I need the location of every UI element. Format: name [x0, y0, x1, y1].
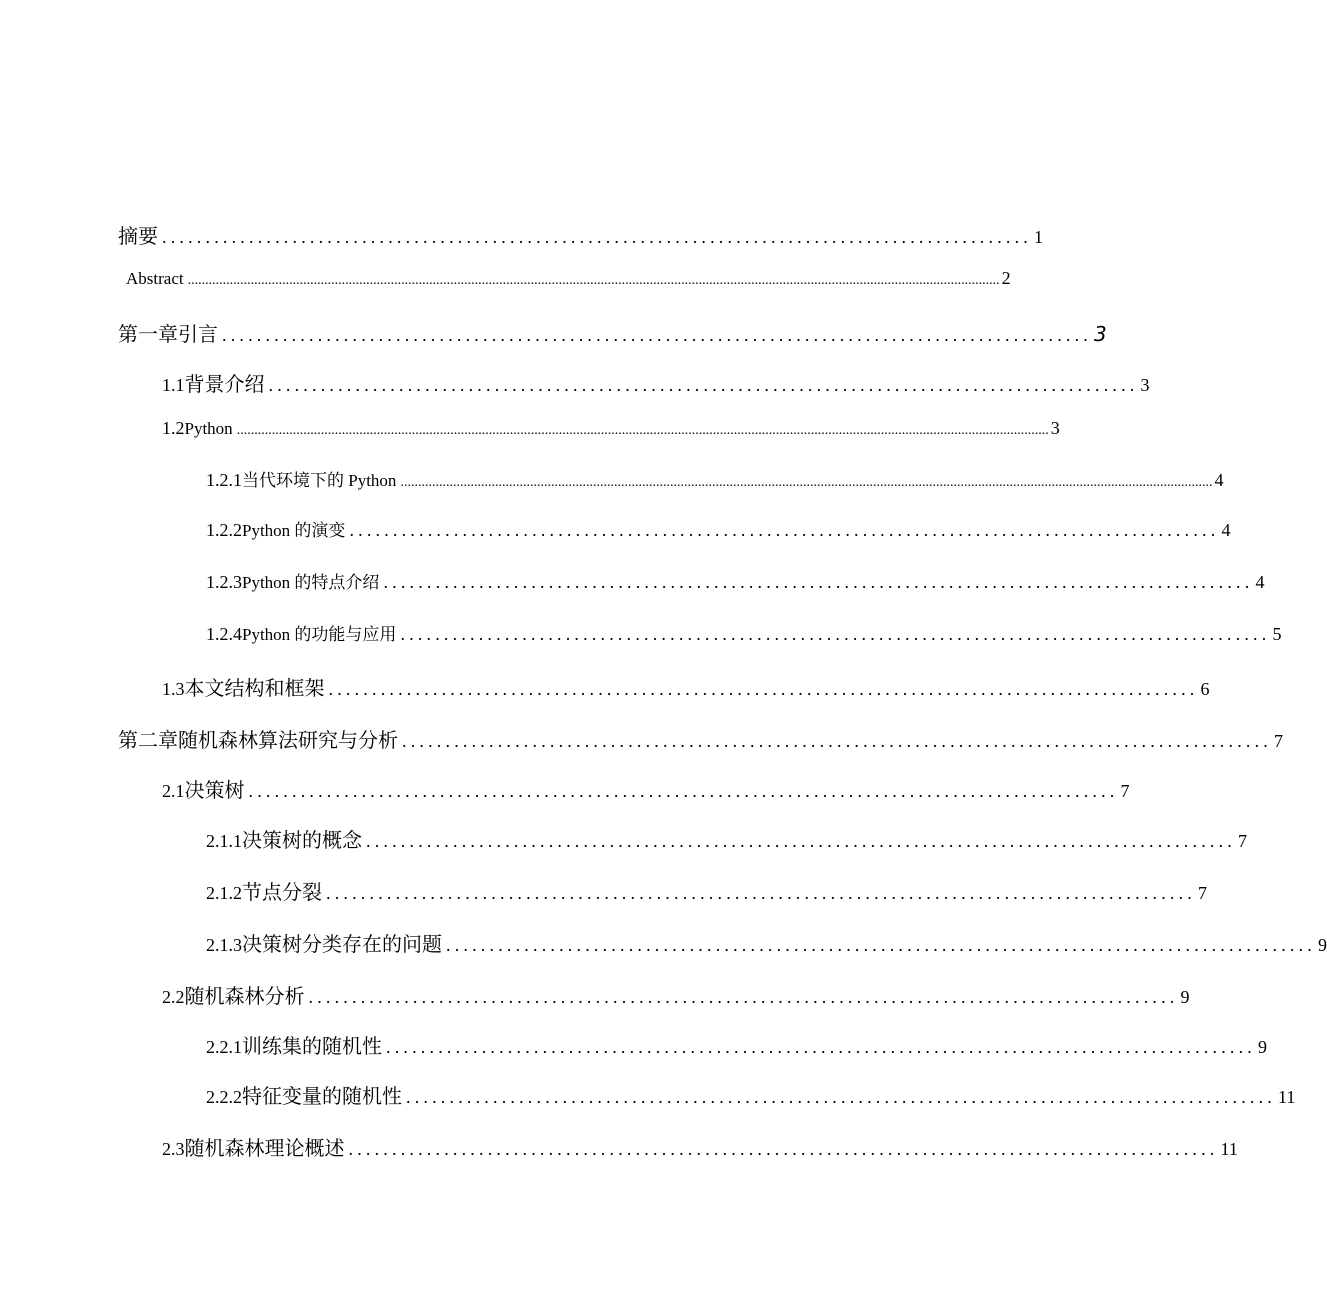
toc-dot-leader: .................................................................................................... [268, 375, 1139, 395]
toc-entry-page: 11 [1278, 1087, 1296, 1107]
toc-entry-page: 4 [1255, 572, 1265, 592]
toc-entry-number: 1.2.1 [206, 470, 242, 490]
toc-entry-number: 2.1 [162, 781, 185, 801]
toc-entry-number: 2.2 [162, 987, 185, 1007]
toc-entry-page: 2 [1001, 268, 1011, 288]
toc-entry-number: 2.3 [162, 1139, 185, 1159]
toc-entry-title: 决策树 [184, 780, 245, 802]
toc-dot-leader: .................................................................................................... [446, 935, 1316, 955]
toc-entry-title: 节点分裂 [242, 882, 322, 904]
toc-entry-page: 9 [1180, 987, 1190, 1007]
toc-dot-leader: .................................................................................................... [386, 1037, 1256, 1057]
toc-dot-leader: ........................................................................................................................................................................................................................................ [236, 423, 1049, 438]
toc-entry-number: 2.1.3 [206, 935, 242, 955]
toc-dot-leader: .................................................................................................... [366, 831, 1236, 851]
toc-entry-abstract-en[interactable] [126, 268, 1011, 298]
toc-entry-chapter-1[interactable] [118, 318, 1107, 348]
toc-entry-page: 7 [1274, 731, 1283, 751]
toc-entry-2-2[interactable] [162, 980, 1190, 1010]
toc-entry-page: 7 [1120, 781, 1130, 801]
toc-dot-leader: .................................................................................................... [406, 1087, 1276, 1107]
toc-entry-title: Python 的功能与应用 [242, 625, 397, 644]
toc-dot-leader: .................................................................................................... [162, 227, 1032, 247]
toc-entry-title: 特征变量的随机性 [242, 1086, 402, 1108]
toc-entry-title: Python 的特点介绍 [242, 573, 380, 592]
toc-entry-title: 第一章引言 [118, 324, 218, 346]
toc-entry-page: 3 [1050, 418, 1060, 438]
toc-entry-number: 2.2.2 [206, 1087, 242, 1107]
toc-entry-page: 9 [1258, 1037, 1267, 1057]
toc-entry-2-1-2[interactable] [206, 876, 1207, 906]
toc-entry-page: 7 [1238, 831, 1247, 851]
toc-entry-1-2-4[interactable] [206, 620, 1282, 650]
toc-entry-number: 2.2.1 [206, 1037, 242, 1057]
toc-dot-leader: .................................................................................................... [348, 1139, 1219, 1159]
toc-entry-title: 背景介绍 [184, 374, 265, 396]
toc-entry-title: 训练集的随机性 [242, 1036, 382, 1058]
toc-entry-page: 9 [1318, 935, 1327, 955]
toc-dot-leader: .................................................................................................... [326, 883, 1196, 903]
toc-entry-number: 2.1.2 [206, 883, 242, 903]
toc-entry-1-2-3[interactable] [206, 568, 1265, 598]
toc-dot-leader: .................................................................................................... [328, 679, 1199, 699]
toc-entry-page: 6 [1200, 679, 1210, 699]
toc-entry-page: 4 [1221, 520, 1231, 540]
toc-entry-title: Python 的演变 [242, 521, 346, 540]
toc-entry-2-1[interactable] [162, 774, 1130, 804]
toc-entry-title: 决策树的概念 [242, 830, 362, 852]
toc-entry-number: 1.3 [162, 679, 185, 699]
toc-dot-leader: .................................................................................................... [222, 325, 1092, 345]
toc-entry-title: 决策树分类存在的问题 [242, 934, 442, 956]
toc-entry-1-2-2[interactable] [206, 516, 1231, 546]
toc-entry-number: 1.1 [162, 375, 185, 395]
toc-entry-page: 1 [1034, 227, 1043, 247]
toc-dot-leader: .................................................................................................... [308, 987, 1179, 1007]
toc-entry-1-2-1[interactable] [206, 466, 1224, 496]
toc-dot-leader: .................................................................................................... [248, 781, 1119, 801]
toc-entry-2-3[interactable] [162, 1132, 1238, 1162]
toc-entry-page: 7 [1198, 883, 1207, 903]
toc-dot-leader: .................................................................................................... [400, 624, 1271, 644]
toc-entry-page: 3 [1094, 322, 1107, 346]
toc-entry-page: 11 [1220, 1139, 1238, 1159]
toc-entry-page: 4 [1214, 470, 1224, 490]
toc-entry-number: 1.2 [162, 418, 185, 438]
toc-entry-title: 当代环境下的 Python [242, 471, 397, 490]
toc-entry-number: 1.2.4 [206, 624, 242, 644]
toc-entry-page: 3 [1140, 375, 1150, 395]
toc-entry-2-1-3[interactable] [206, 928, 1327, 958]
toc-entry-page: 5 [1272, 624, 1282, 644]
toc-entry-number: 1.2.3 [206, 572, 242, 592]
toc-entry-title: 摘要 [118, 226, 158, 248]
toc-dot-leader: .................................................................................................... [383, 572, 1254, 592]
toc-dot-leader: .................................................................................................... [402, 731, 1272, 751]
toc-dot-leader: ........................................................................................................................................................................................................................................ [400, 475, 1213, 490]
toc-entry-abstract-cn[interactable] [118, 220, 1043, 250]
toc-entry-2-2-1[interactable] [206, 1030, 1267, 1060]
toc-dot-leader: .................................................................................................... [349, 520, 1220, 540]
toc-entry-title: Python [184, 419, 233, 438]
toc-entry-1-2[interactable] [162, 418, 1060, 448]
toc-entry-chapter-2[interactable] [118, 724, 1283, 754]
toc-entry-2-1-1[interactable] [206, 824, 1247, 854]
toc-entry-number: 2.1.1 [206, 831, 242, 851]
toc-entry-number: 1.2.2 [206, 520, 242, 540]
toc-entry-1-3[interactable] [162, 672, 1210, 702]
toc-entry-1-1[interactable] [162, 368, 1150, 398]
toc-entry-title: 随机森林理论概述 [184, 1138, 345, 1160]
toc-dot-leader: ........................................................................................................................................................................................................................................ [187, 273, 1000, 288]
toc-entry-title: 随机森林分析 [184, 986, 305, 1008]
toc-entry-title: Abstract [126, 269, 184, 288]
toc-entry-2-2-2[interactable] [206, 1080, 1296, 1110]
toc-entry-title: 本文结构和框架 [184, 678, 325, 700]
toc-entry-title: 第二章随机森林算法研究与分析 [118, 730, 398, 752]
